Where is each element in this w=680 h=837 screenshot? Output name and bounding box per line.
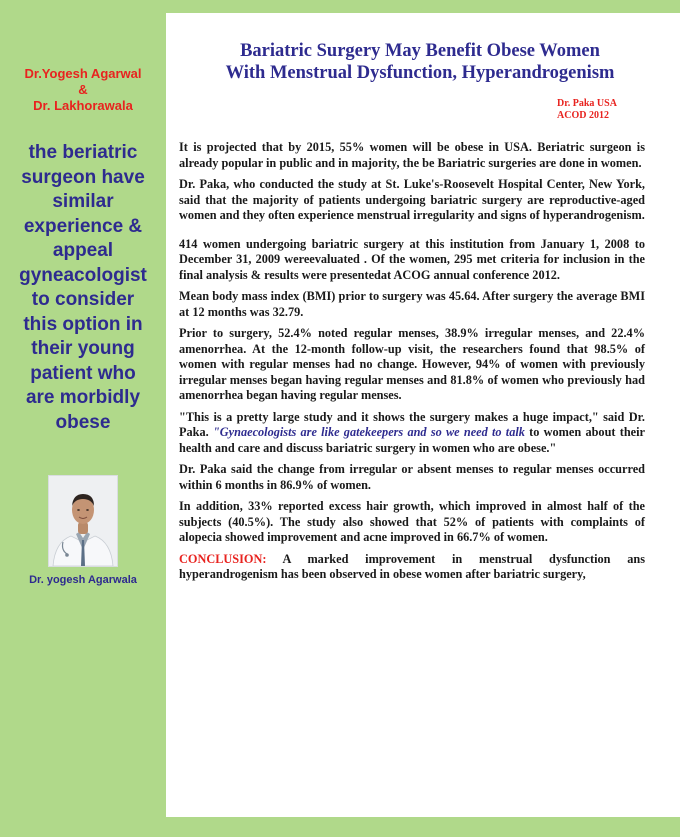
quote-intro: "This is a pretty large study and it shows the surgery makes a huge impact," said Dr. Paka.: [179, 409, 645, 439]
title-line-2: With Menstrual Dysfunction, Hyperandrogenism: [225, 62, 615, 83]
appeal-line: surgeon have: [21, 166, 145, 188]
article-body: [179, 140, 645, 583]
paragraph-study-intro: Dr. Paka, who conducted the study at St. Luke's-Roosevelt Hospital Center, New York, said that the majority of patients undergoing bariatric surgery are reproductive-aged women and they often experience menstrual irregularity and signs of hyperandrogenism.: [179, 177, 645, 222]
quote-highlight: "Gynaecologists are like gatekeepers and so we need to talk: [212, 425, 525, 439]
appeal-line: similar: [52, 191, 114, 212]
appeal-line: experience &: [23, 215, 143, 237]
author-name-1: Dr.Yogesh Agarwal: [24, 66, 142, 81]
conclusion-label: CONCLUSION:: [179, 551, 267, 566]
appeal-line: their young: [31, 338, 135, 359]
appeal-line: this option in: [23, 313, 143, 335]
conclusion-text: A marked improvement in menstrual dysfunction ans hyperandrogenism has been observed in obese women after bariatric surgery,: [179, 551, 645, 581]
author-name-2: Dr. Lakhorawala: [33, 98, 133, 113]
appeal-line: appeal: [52, 240, 114, 261]
paragraph-quote: [179, 410, 645, 457]
paragraph-bmi: Mean body mass index (BMI) prior to surgery was 45.64. After surgery the average BMI at 12 months was 32.79.: [179, 289, 645, 319]
paragraph-study-cohort: 414 women undergoing bariatric surgery at this institution from January 1, 2008 to December 31, 2009 wereevaluated . Of the women, 295 met criteria for inclusion in the final analysis & results were presentedat ACOG annual conference 2012.: [179, 236, 645, 282]
photo-caption: Dr. yogesh Agarwala: [29, 574, 137, 586]
paragraph-menses-results: Prior to surgery, 52.4% noted regular menses, 38.9% irregular menses, and 22.4% amenorrhea. At the 12-month follow-up visit, the researchers found that 98.5% of women with regular menses had no change. However, 94% of women with previously irregular menses began having regular menses and 81.8% of women who previously had amenorrhea began having regular menses.: [179, 326, 645, 402]
paragraph-hair-acne: In addition, 33% reported excess hair growth, which improved in almost half of the subjects (40.5%). The study also showed that 52% of patients with complaints of alopecia showed improvement and acne improved in 66.7% of women.: [179, 499, 645, 544]
article-byline: [557, 98, 680, 122]
title-line-1: Bariatric Surgery May Benefit Obese Women: [240, 41, 600, 61]
article-title: [185, 41, 655, 84]
article-panel: [166, 13, 680, 817]
paragraph-conclusion: [179, 552, 645, 583]
appeal-line: to consider: [31, 289, 135, 310]
appeal-line: obese: [55, 411, 111, 433]
paragraph-projection: It is projected that by 2015, 55% women will be obese in USA. Beriatric surgeon is already popular in public and in majority, the be Bariatric surgeries are done in women.: [179, 140, 645, 170]
sidebar: [0, 0, 166, 837]
paragraph-timing: Dr. Paka said the change from irregular or absent menses to regular menses occurred within 6 months in 86.9% of women.: [179, 462, 645, 492]
appeal-line: patient who: [30, 362, 136, 384]
byline-author: Dr. Paka USA: [557, 98, 617, 109]
author-ampersand: &: [78, 82, 88, 97]
appeal-line: the beriatric: [28, 142, 138, 163]
doctor-photo: [48, 475, 118, 567]
appeal-line: gyneacologist: [19, 264, 147, 286]
appeal-line: are morbidly: [25, 387, 141, 408]
author-credits: [0, 66, 166, 114]
byline-source: ACOD 2012: [557, 110, 609, 121]
quote-end: to women about their health and care and discuss bariatric surgery in women who are obese.": [179, 425, 646, 455]
appeal-message: [0, 141, 166, 435]
doctor-portrait-image: [49, 476, 117, 566]
